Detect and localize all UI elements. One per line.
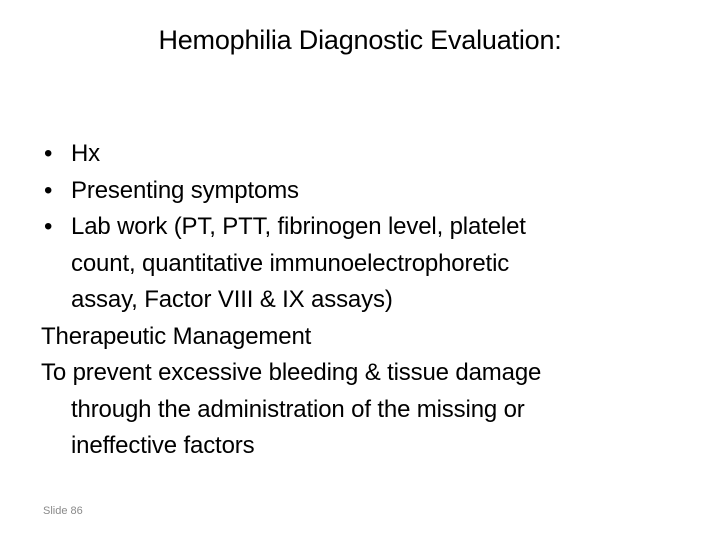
bullet-icon: •	[44, 213, 53, 240]
bullet-text: Lab work (PT, PTT, fibrinogen level, platelet	[71, 213, 526, 240]
bullet-icon: •	[44, 140, 53, 167]
paragraph-continuation-line: through the administration of the missing or	[71, 395, 525, 423]
bullet-icon: •	[44, 176, 53, 204]
slide-number: Slide 86	[43, 505, 83, 517]
bullet-text: Presenting symptoms	[71, 176, 299, 204]
slide-body	[41, 136, 691, 465]
bullet-continuation-line: count, quantitative immunoelectrophoretic	[71, 249, 510, 277]
bullet-text: Hx	[71, 140, 101, 167]
bullet-continuation-line: assay, Factor VIII & IX assays)	[71, 286, 393, 313]
slide-title: Hemophilia Diagnostic Evaluation:	[158, 25, 562, 55]
paragraph-continuation-line: ineffective factors	[71, 432, 255, 459]
bullet-item-history	[41, 136, 691, 173]
bullet-item-presenting-symptoms	[41, 173, 691, 210]
paragraph-therapeutic-management: Therapeutic Management	[41, 322, 312, 350]
bullet-item-lab-work	[41, 209, 691, 246]
paragraph-management-goal: To prevent excessive bleeding & tissue damage	[41, 359, 542, 386]
